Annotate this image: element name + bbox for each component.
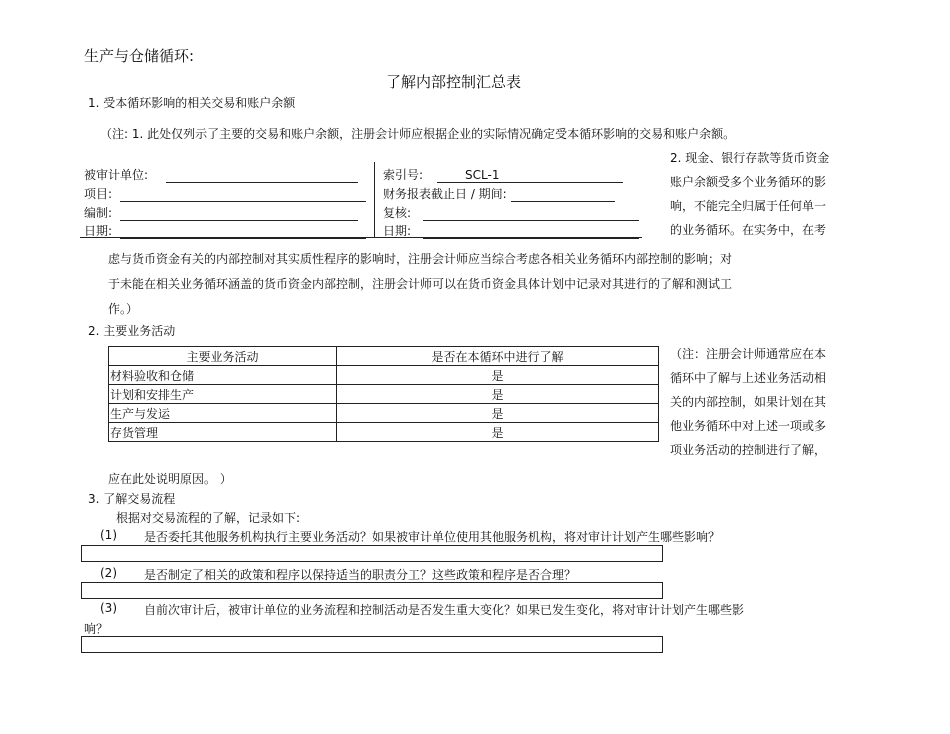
section2-side-note — [670, 342, 860, 462]
side-note-line: 他业务循环中对上述一项或多 — [670, 419, 827, 433]
activities-table — [108, 346, 659, 442]
client-label: 被审计单位: — [84, 168, 149, 182]
index-label: 索引号: — [383, 168, 424, 182]
prepared-input-line[interactable] — [120, 208, 358, 221]
review-field — [383, 204, 639, 221]
index-value: SCL-1 — [465, 168, 500, 182]
side-note-line: 关的内部控制，如果计划在其 — [670, 395, 827, 409]
note2-side-line: 账户余额受多个业务循环的影 — [670, 175, 827, 189]
activity-cell: 生产与发运 — [109, 404, 337, 423]
question-3-text: 自前次审计后，被审计单位的业务流程和控制活动是否发生重大变化？如果已发生变化，将对审计计划产生哪些影 — [144, 603, 745, 617]
table-row — [109, 404, 659, 423]
header-divider — [374, 162, 375, 238]
note2-cont-line: 作。） — [108, 302, 139, 316]
prepared-field — [84, 204, 358, 221]
index-input-line[interactable] — [437, 169, 623, 183]
date2-field — [383, 222, 639, 239]
question-3-number: (3) — [100, 601, 117, 615]
review-label: 复核: — [383, 206, 412, 220]
period-field — [383, 185, 615, 202]
prepared-label: 编制: — [84, 206, 113, 220]
section1-note-line1: （注: 1. 此处仅列示了主要的交易和账户余额，注册会计师应根据企业的实际情况确定受本循环影响的交易和账户余额。 — [100, 127, 736, 141]
section3-intro: 根据对交易流程的了解，记录如下: — [116, 511, 301, 525]
section2-heading: 2. 主要业务活动 — [88, 324, 176, 338]
question-1-text: 是否委托其他服务机构执行主要业务活动？如果被审计单位使用其他服务机构，将对审计计划产生哪些影响？ — [144, 530, 721, 544]
activity-cell: 存货管理 — [109, 423, 337, 442]
understood-cell[interactable]: 是 — [337, 423, 659, 442]
note2-side-line: 的业务循环。在实务中，在考 — [670, 223, 827, 237]
side-note-line: （注：注册会计师通常应在本 — [670, 347, 827, 361]
item-label: 项目: — [84, 187, 113, 201]
understood-cell[interactable]: 是 — [337, 385, 659, 404]
note2-side-line: 2. 现金、银行存款等货币资金 — [670, 151, 830, 165]
review-input-line[interactable] — [423, 208, 639, 221]
answer-box-1[interactable] — [81, 545, 663, 562]
understood-cell[interactable]: 是 — [337, 366, 659, 385]
section3-heading: 3. 了解交易流程 — [88, 492, 176, 506]
question-1-number: (1) — [100, 528, 117, 542]
activity-cell: 计划和安排生产 — [109, 385, 337, 404]
date2-label: 日期: — [383, 224, 412, 238]
note2-side — [670, 146, 860, 242]
index-field — [383, 166, 623, 183]
answer-box-3[interactable] — [81, 636, 663, 653]
question-3-text-cont: 响？ — [84, 622, 109, 636]
side-note-line: 循环中了解与上述业务活动相 — [670, 371, 827, 385]
table-row — [109, 385, 659, 404]
client-field — [84, 166, 358, 183]
question-2-number: (2) — [100, 566, 117, 580]
item-input-line[interactable] — [120, 189, 366, 202]
period-input-line[interactable] — [511, 189, 615, 202]
note2-cont-line: 虑与货币资金有关的内部控制对其实质性程序的影响时，注册会计师应当综合考虑各相关业务循环内部控制的影响；对 — [108, 252, 733, 266]
document-title: 了解内部控制汇总表 — [386, 73, 522, 91]
date2-input-line[interactable] — [423, 226, 639, 239]
period-label: 财务报表截止日 / 期间: — [383, 187, 507, 201]
column-header: 主要业务活动 — [109, 347, 337, 366]
client-input-line[interactable] — [166, 170, 358, 183]
understood-cell[interactable]: 是 — [337, 404, 659, 423]
note2-cont-line: 于未能在相关业务循环涵盖的货币资金内部控制，注册会计师可以在货币资金具体计划中记录对其进行的了解和测试工 — [108, 277, 733, 291]
table-row — [109, 366, 659, 385]
section2-note-end: 应在此处说明原因。 ） — [108, 472, 232, 486]
chapter-title: 生产与仓储循环: — [84, 47, 195, 65]
item-field — [84, 185, 366, 202]
section1-heading: 1. 受本循环影响的相关交易和账户余额 — [88, 96, 296, 110]
side-note-line: 项业务活动的控制进行了解， — [670, 443, 827, 457]
answer-box-2[interactable] — [81, 582, 663, 599]
date-label: 日期: — [84, 224, 113, 238]
question-2-text: 是否制定了相关的政策和程序以保持适当的职责分工？这些政策和程序是否合理？ — [144, 568, 577, 582]
note2-side-line: 响，不能完全归属于任何单一 — [670, 199, 827, 213]
table-header-row — [109, 347, 659, 366]
activity-cell: 材料验收和仓储 — [109, 366, 337, 385]
table-row — [109, 423, 659, 442]
column-header: 是否在本循环中进行了解 — [337, 347, 659, 366]
